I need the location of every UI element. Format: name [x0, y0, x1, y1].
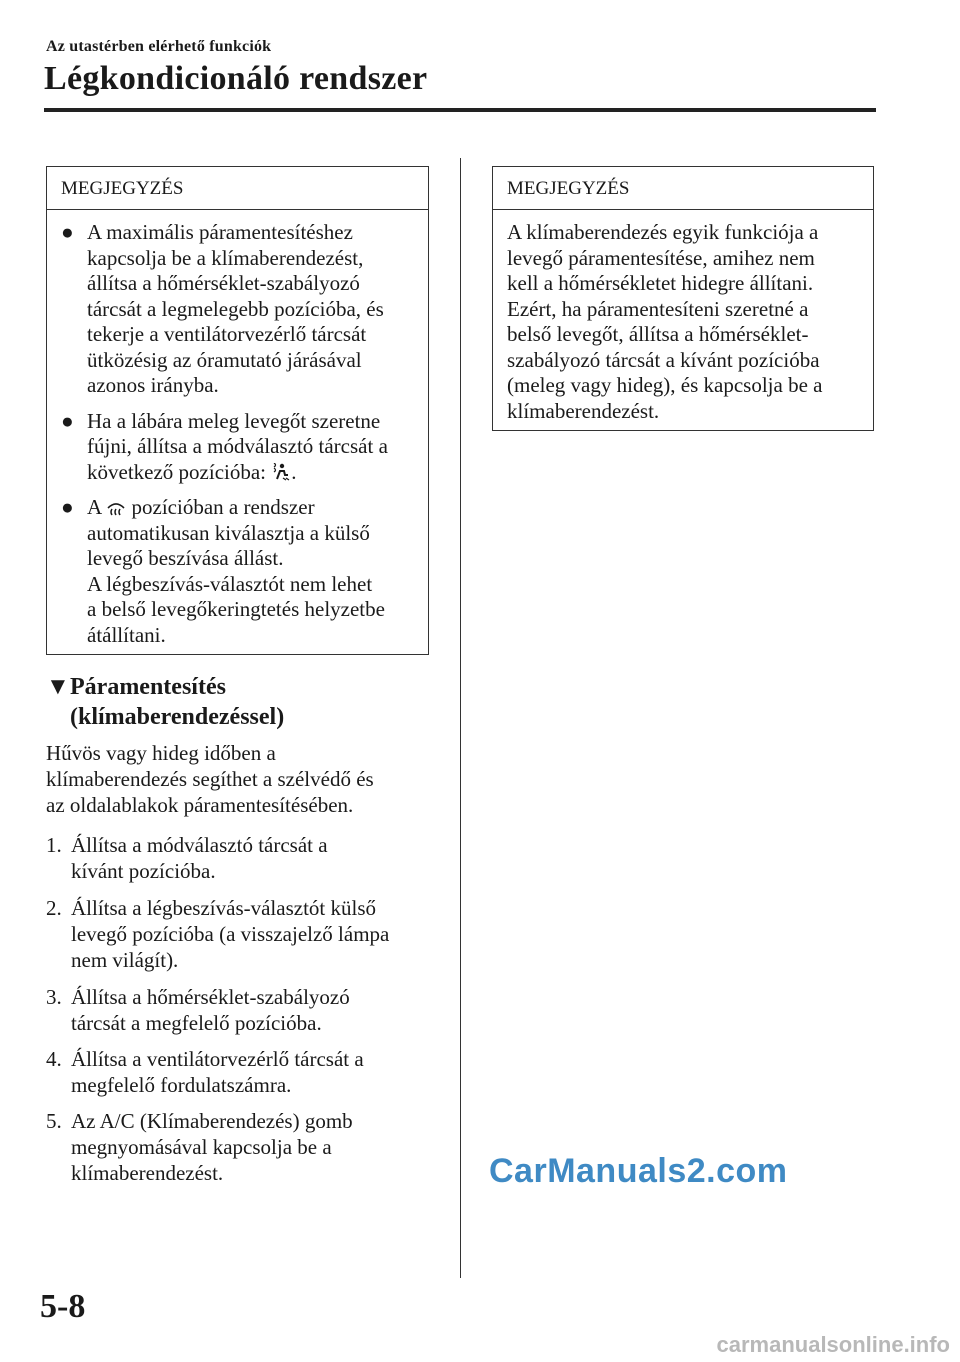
bullet-line: kapcsolja be a klímaberendezést,	[87, 245, 364, 270]
step-line: megnyomásával kapcsolja be a	[71, 1135, 332, 1159]
bullet-line: A maximális páramentesítéshez	[87, 220, 353, 244]
note-bullet-item	[61, 409, 414, 486]
note-line: A klímaberendezés egyik funkciója a	[507, 220, 819, 244]
floor-defrost-mode-icon	[271, 463, 291, 481]
bullet-line: átállítani.	[87, 622, 166, 647]
defrost-mode-icon	[106, 498, 126, 516]
bullet-line: tárcsát a legmelegebb pozícióba, és	[87, 296, 384, 321]
section-marker-icon: ▼	[46, 674, 70, 700]
bullet-line	[87, 460, 414, 486]
step-number: 1.	[46, 833, 62, 857]
note-body	[47, 210, 428, 670]
bullet-line: A légbeszívás-választót nem lehet	[87, 571, 373, 596]
step-line: klímaberendezést.	[71, 1161, 224, 1185]
step-line: Az A/C (Klímaberendezés) gomb	[71, 1109, 353, 1133]
step-item	[46, 832, 431, 884]
bullet-line: ütközésig az óramutató járásával	[87, 347, 362, 372]
step-line: Állítsa a ventilátorvezérlő tárcsát a	[71, 1047, 364, 1071]
step-item	[46, 895, 431, 973]
note-box-left	[46, 166, 429, 655]
step-line: Állítsa a légbeszívás-választót külső	[71, 896, 377, 920]
step-line: levegő pozícióba (a visszajelző lámpa	[71, 922, 390, 946]
note-box-right	[492, 166, 874, 431]
page-title: Légkondicionáló rendszer	[44, 60, 428, 97]
bullet-line: a belső levegőkeringtetés helyzetbe	[87, 597, 385, 621]
step-item	[46, 984, 431, 1036]
bullet-line: levegő beszívása állást.	[87, 546, 284, 570]
site-footer-link[interactable]: carmanualsonline.info	[716, 1332, 950, 1357]
breadcrumb: Az utastérben elérhető funkciók	[46, 38, 272, 55]
bullet-line: fújni, állítsa a módválasztó tárcsát a	[87, 434, 388, 458]
bullet-line: állítsa a hőmérséklet-szabályozó	[87, 271, 360, 295]
step-line: Állítsa a hőmérséklet-szabályozó	[71, 985, 350, 1009]
paragraph-line: az oldalablakok páramentesítésében.	[46, 793, 354, 817]
bullet-line: azonos irányba.	[87, 373, 219, 397]
bullet-line: automatikusan kiválasztja a külső	[87, 520, 370, 545]
header-divider	[44, 108, 876, 112]
note-line: klímaberendezést.	[507, 398, 660, 423]
bullet-icon: ●	[61, 495, 74, 519]
bullet-text: következő pozícióba:	[87, 459, 267, 484]
page-number: 5-8	[40, 1288, 86, 1325]
step-number: 2.	[46, 896, 62, 920]
note-bullet-item	[61, 495, 414, 648]
step-line: tárcsát a megfelelő pozícióba.	[71, 1011, 322, 1035]
bullet-line: tekerje a ventilátorvezérlő tárcsát	[87, 322, 367, 346]
bullet-text: .	[291, 459, 297, 484]
bullet-text: pozícióban a rendszer	[131, 495, 315, 519]
note-line: szabályozó tárcsát a kívánt pozícióba	[507, 347, 820, 372]
bullet-icon: ●	[61, 408, 74, 433]
watermark-link[interactable]: CarManuals2.com	[489, 1152, 788, 1190]
note-heading: MEGJEGYZÉS	[47, 167, 428, 210]
step-number: 4.	[46, 1047, 62, 1071]
note-line: (meleg vagy hideg), és kapcsolja be a	[507, 373, 823, 397]
bullet-line: Ha a lábára meleg levegőt szeretne	[87, 408, 381, 433]
step-line: megfelelő fordulatszámra.	[71, 1073, 292, 1097]
note-body	[493, 210, 873, 436]
bullet-line	[87, 495, 414, 521]
bullet-icon: ●	[61, 220, 74, 244]
section-heading	[46, 672, 284, 732]
note-line: belső levegőt, állítsa a hőmérséklet-	[507, 322, 809, 346]
section-title-line: Páramentesítés	[70, 674, 226, 700]
intro-paragraph	[46, 740, 426, 818]
note-line: kell a hőmérsékletet hidegre állítani.	[507, 271, 814, 295]
step-line: nem világít).	[71, 948, 179, 972]
column-divider	[460, 158, 461, 1278]
paragraph-line: klímaberendezés segíthet a szélvédő és	[46, 767, 374, 791]
note-line: levegő páramentesítése, amihez nem	[507, 245, 815, 270]
section-title-line: (klímaberendezéssel)	[70, 704, 285, 730]
step-item	[46, 1108, 431, 1186]
note-bullet-item	[61, 220, 414, 399]
paragraph-line: Hűvös vagy hideg időben a	[46, 741, 276, 765]
step-number: 3.	[46, 985, 62, 1009]
bullet-text: A	[87, 495, 102, 519]
note-heading: MEGJEGYZÉS	[493, 167, 873, 210]
note-line: Ezért, ha páramentesíteni szeretné a	[507, 296, 809, 321]
step-line: Állítsa a módválasztó tárcsát a	[71, 833, 328, 857]
step-number: 5.	[46, 1109, 62, 1133]
step-line: kívánt pozícióba.	[71, 859, 216, 883]
step-item	[46, 1046, 431, 1098]
